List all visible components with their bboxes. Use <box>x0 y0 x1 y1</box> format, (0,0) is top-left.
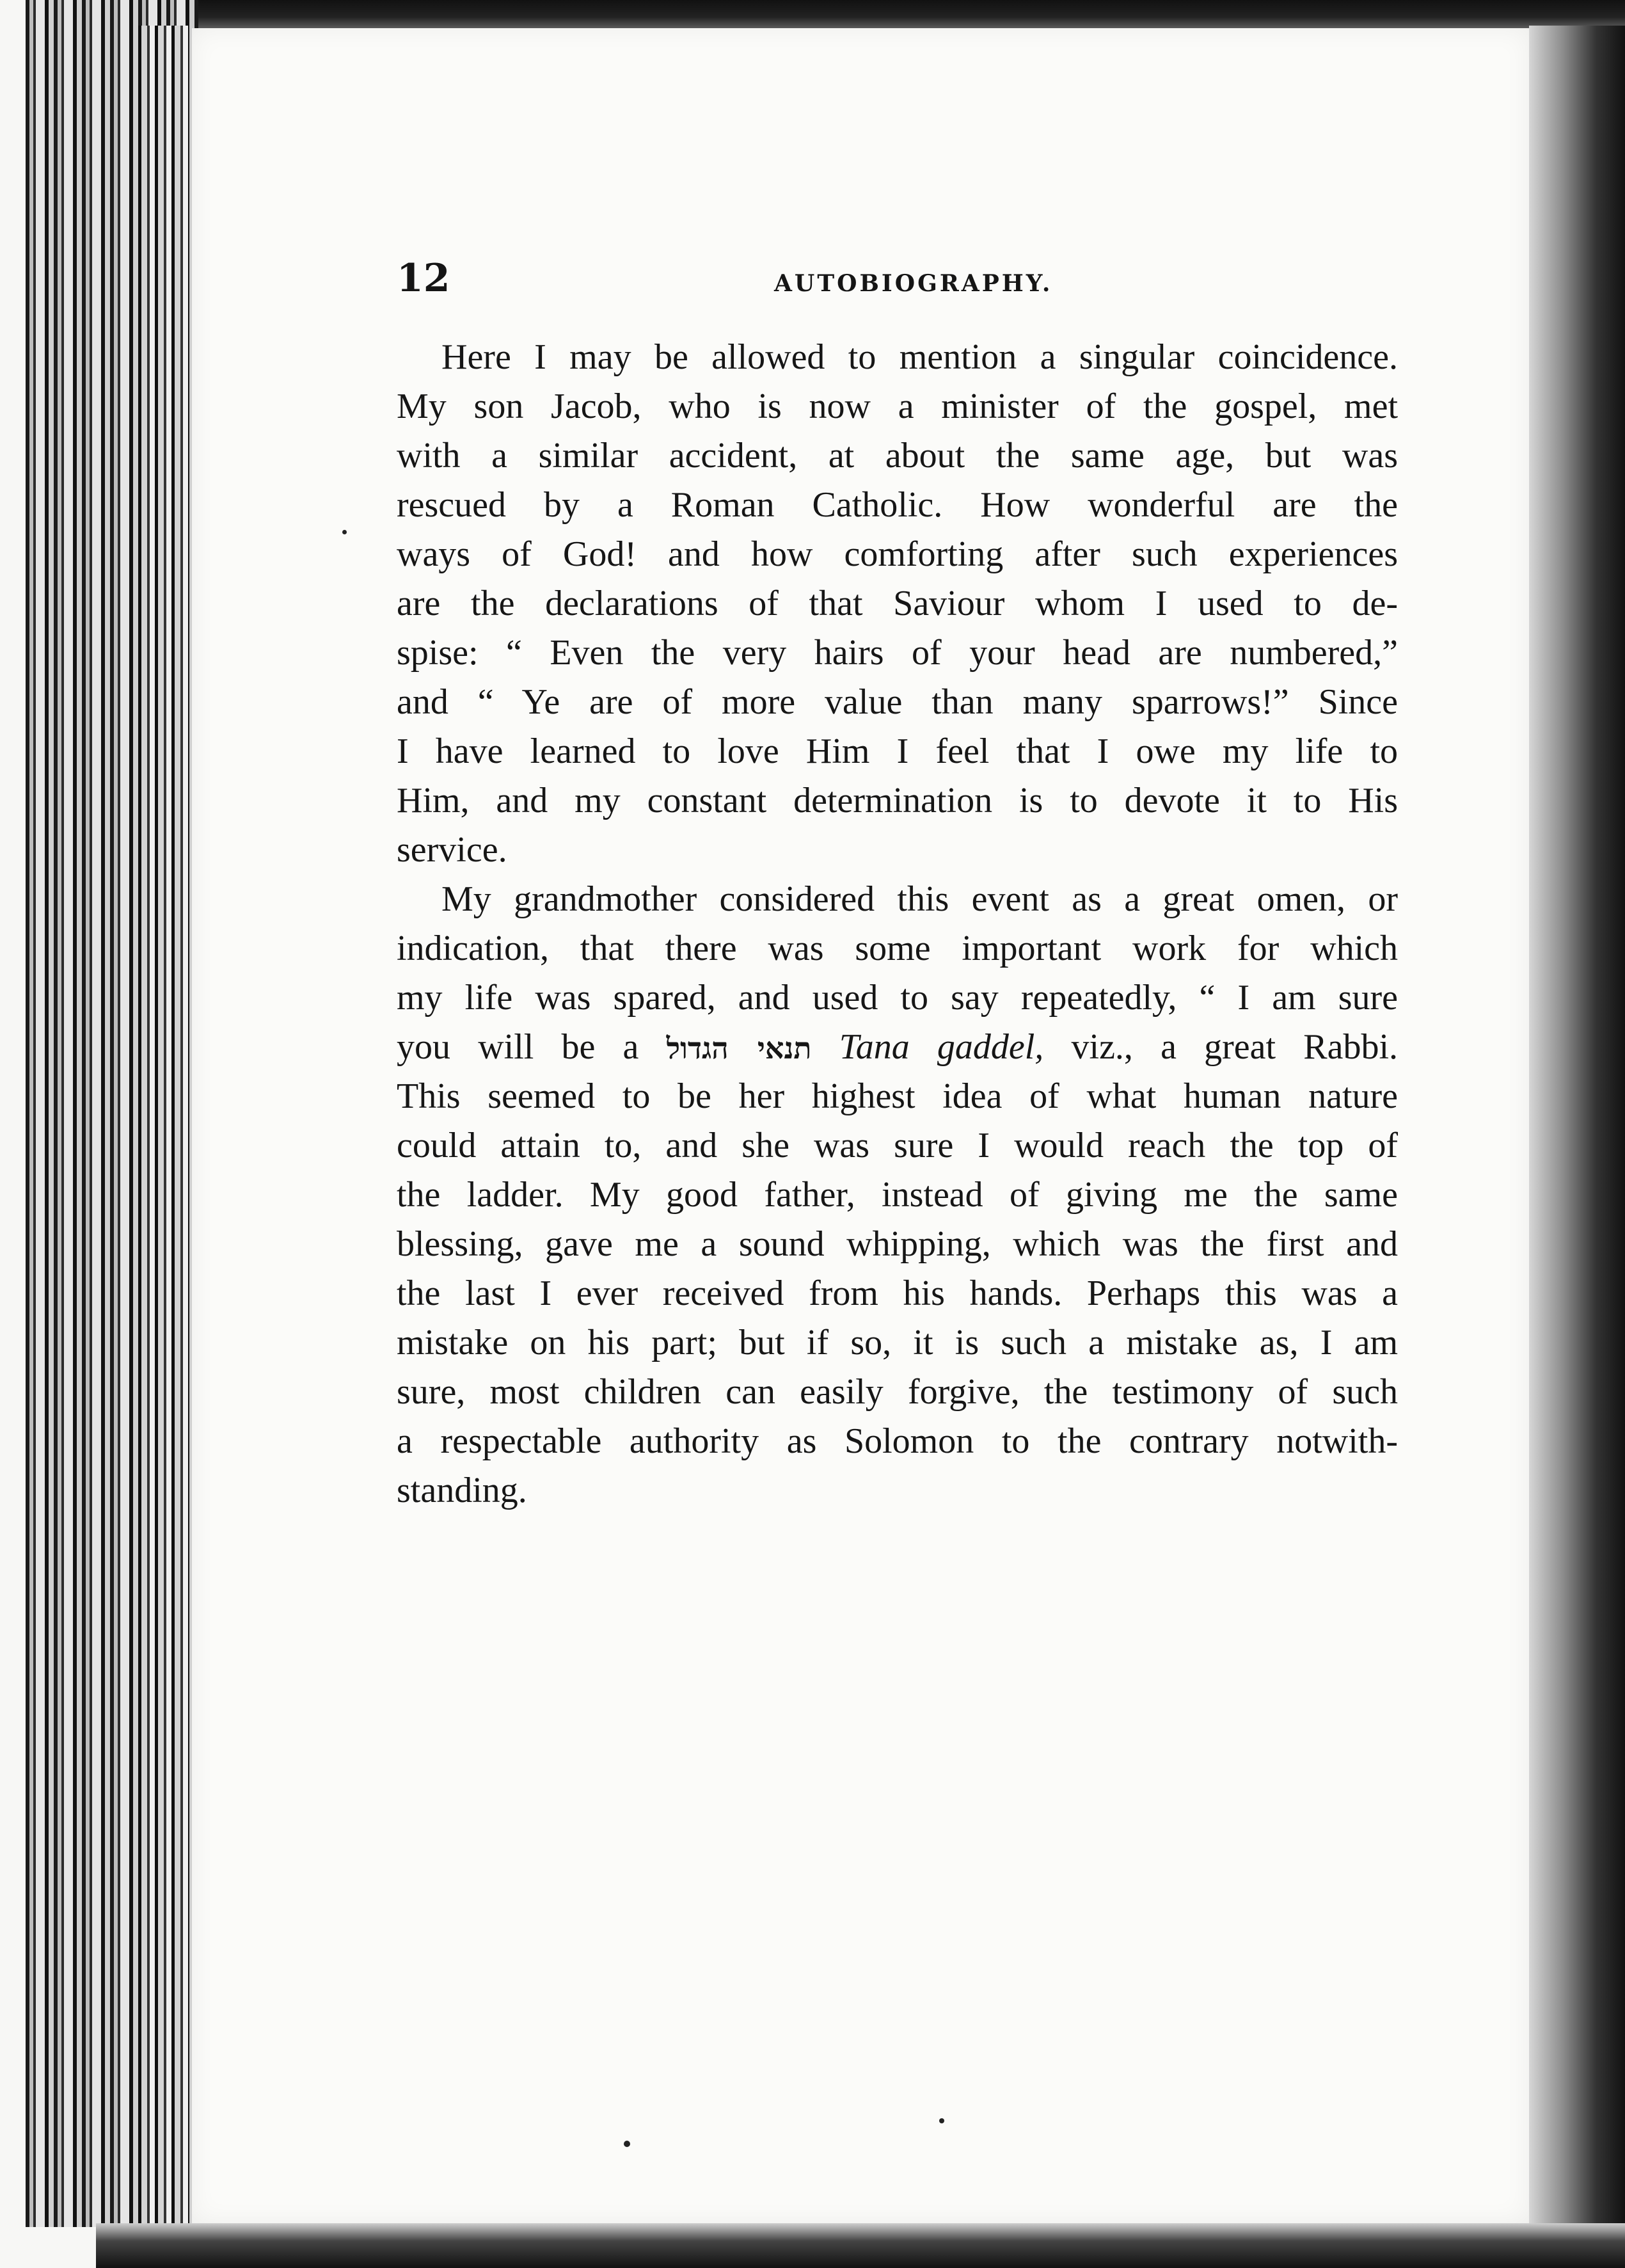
ink-speck <box>624 2141 630 2147</box>
text-line: ways of God! and how comforting after such experiences <box>397 534 1398 574</box>
text-line: with a similar accident, at about the same age, but was <box>397 436 1398 475</box>
text-line: My son Jacob, who is now a minister of the gospel, met <box>397 387 1398 426</box>
text-line: Here I may be allowed to mention a singular coincidence. <box>441 337 1398 377</box>
ink-speck <box>939 2118 944 2123</box>
body-text <box>397 333 1398 1515</box>
hebrew-text-line <box>397 1023 1398 1072</box>
hebrew-phrase: תנאי הגדול <box>666 1031 812 1066</box>
text-line: I have learned to love Him I feel that I owe my life to <box>397 731 1398 771</box>
text-line: a respectable authority as Solomon to the contrary notwith- <box>397 1421 1398 1461</box>
text-line: sure, most children can easily forgive, the testimony of such <box>397 1372 1398 1412</box>
text-line: This seemed to be her highest idea of what human nature <box>397 1076 1398 1116</box>
text-line: my life was spared, and used to say repeatedly, “ I am sure <box>397 978 1398 1018</box>
text-line: My grandmother considered this event as a great omen, or <box>441 879 1398 919</box>
page-header <box>397 256 1395 314</box>
line-prefix: you will be a <box>397 1027 667 1067</box>
text-line: and “ Ye are of more value than many sparrows!” Since <box>397 682 1398 722</box>
right-edge-shadow <box>1529 26 1625 2268</box>
text-line: blessing, gave me a sound whipping, which was the first and <box>397 1224 1398 1264</box>
text-line: rescued by a Roman Catholic. How wonderful are the <box>397 485 1398 525</box>
text-line: spise: “ Even the very hairs of your head are numbered,” <box>397 633 1398 673</box>
book-top-edge <box>96 0 1625 28</box>
page-edge-shadow <box>138 26 189 2227</box>
text-line: the ladder. My good father, instead of giving me the same <box>397 1175 1398 1215</box>
text-line: mistake on his part; but if so, it is such a mistake as, I am <box>397 1323 1398 1362</box>
text-line: indication, that there was some important work for which <box>397 929 1398 968</box>
text-line: standing. <box>397 1471 527 1510</box>
text-line: Him, and my constant determination is to devote it to His <box>397 781 1398 820</box>
line-suffix: viz., a great Rabbi. <box>1043 1027 1399 1067</box>
ink-speck <box>342 530 347 534</box>
text-line: service. <box>397 830 507 870</box>
running-head: AUTOBIOGRAPHY. <box>774 270 1053 297</box>
page-number: 12 <box>397 256 450 301</box>
text-line: could attain to, and she was sure I would reach the top of <box>397 1126 1398 1165</box>
book-bottom-edge <box>96 2223 1625 2268</box>
text-line: are the declarations of that Saviour whom I used to de- <box>397 584 1398 623</box>
transliteration: Tana gaddel, <box>839 1027 1044 1067</box>
text-line: the last I ever received from his hands. Perhaps this was a <box>397 1274 1398 1313</box>
